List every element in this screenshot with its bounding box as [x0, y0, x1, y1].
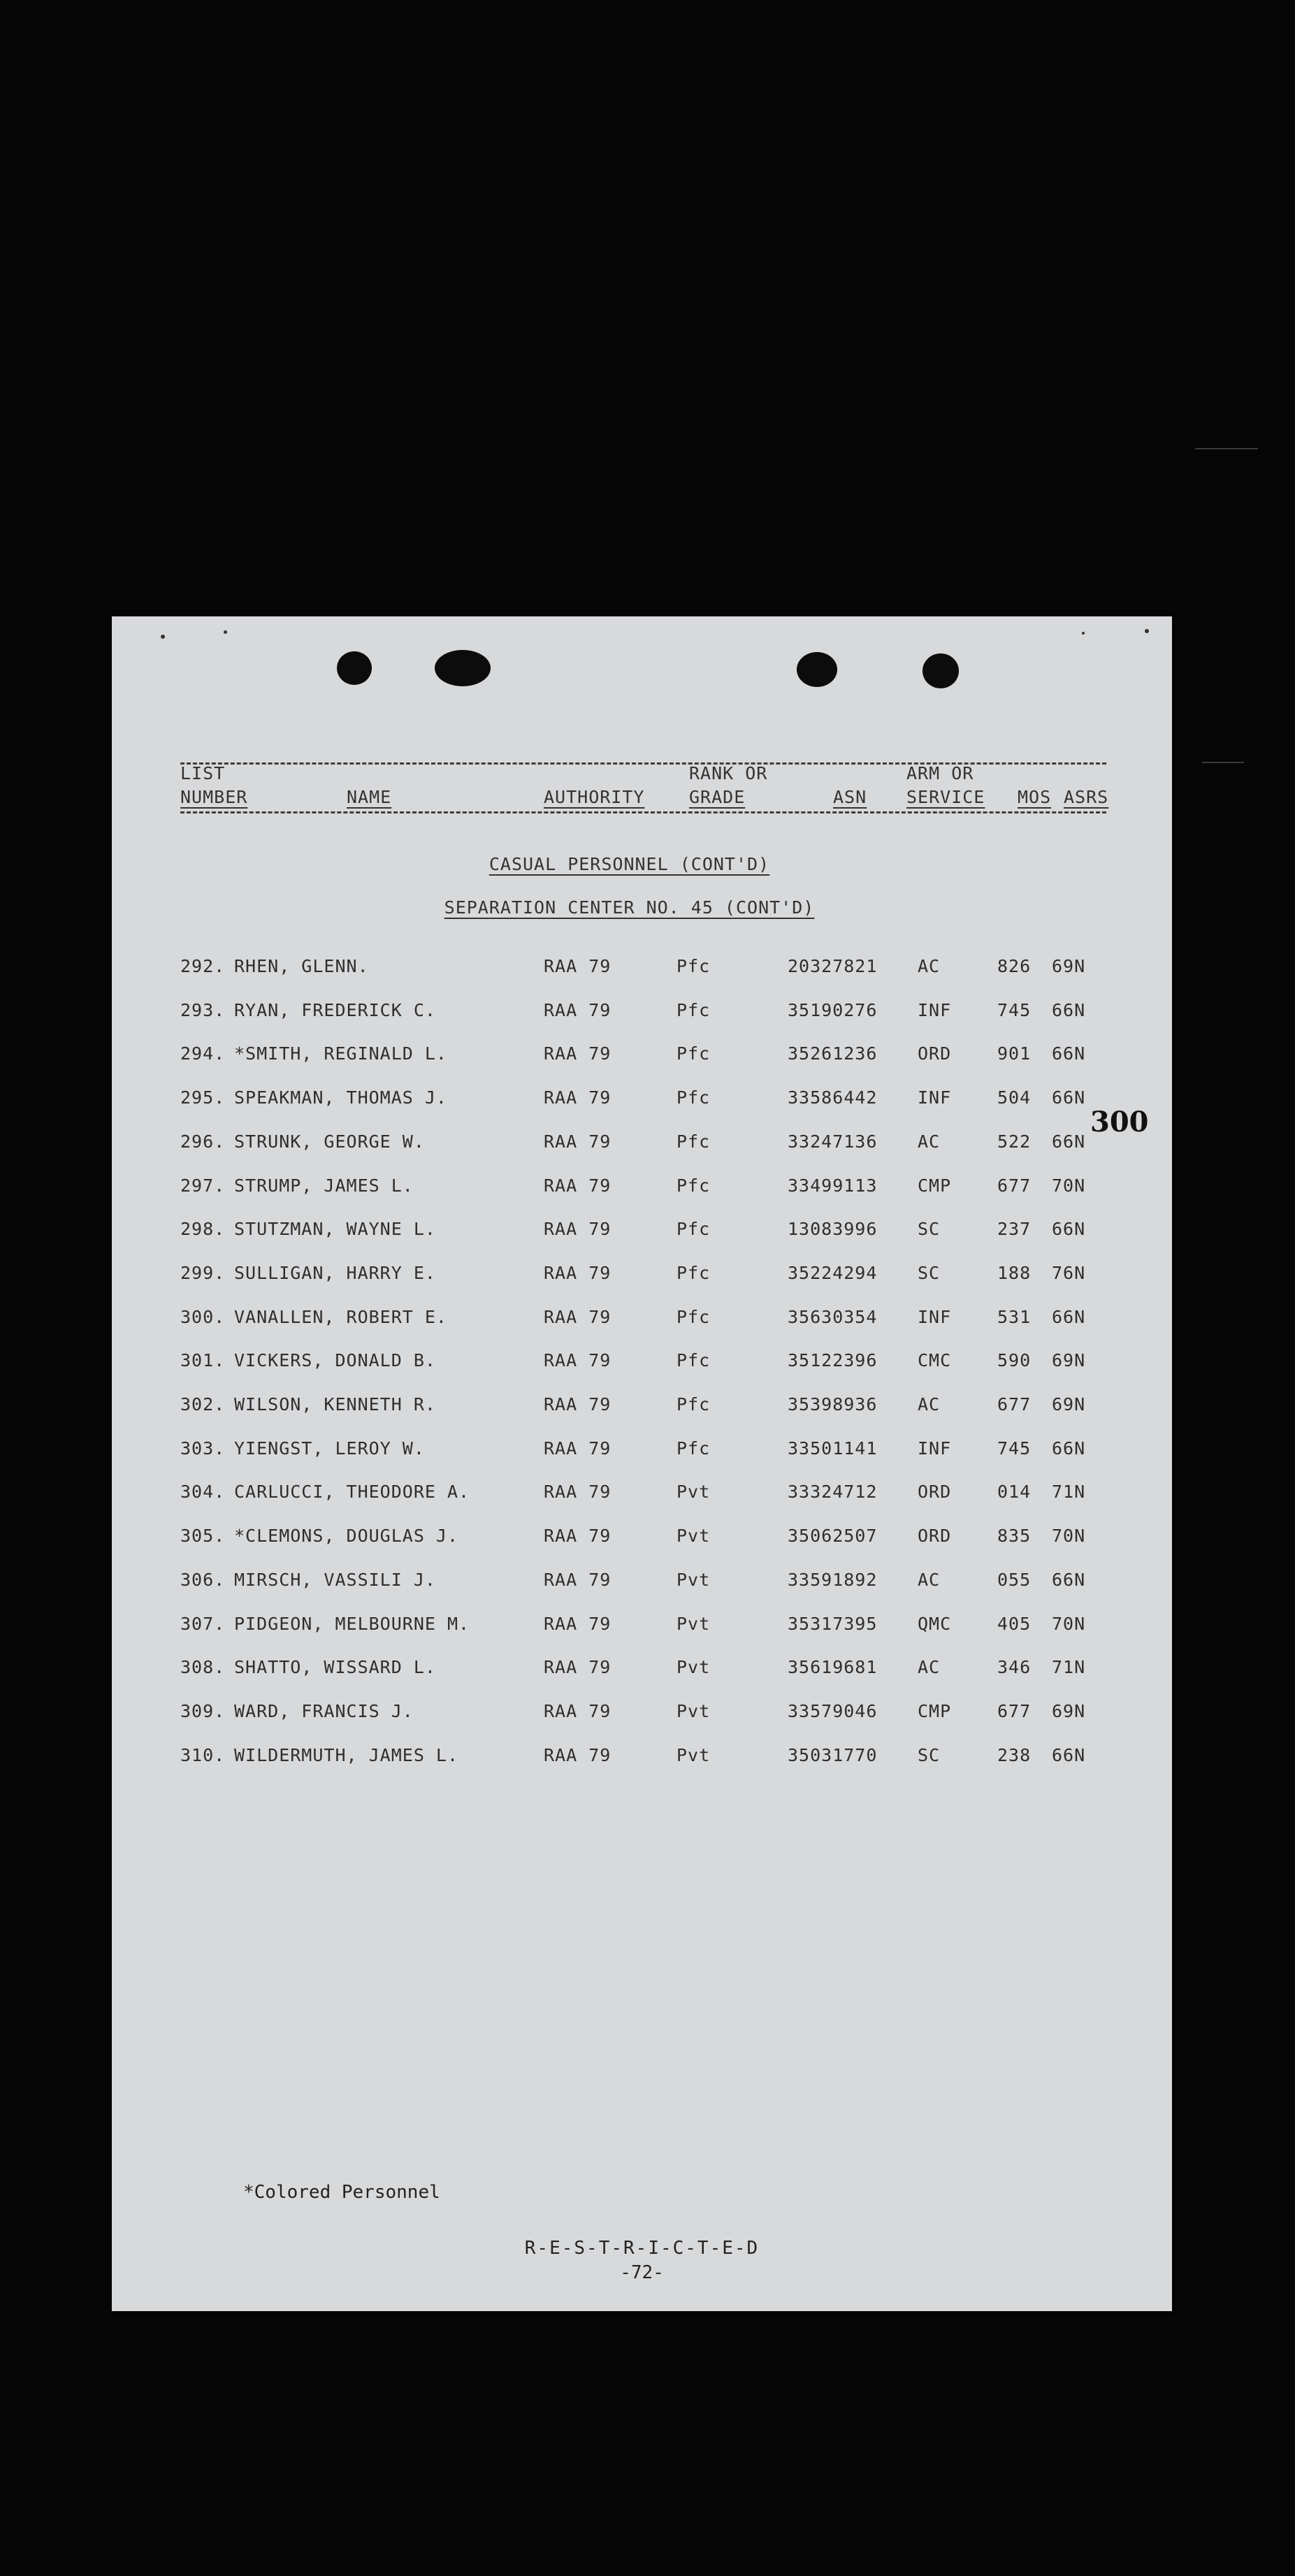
- paper-speck: [1145, 629, 1149, 633]
- cell-name: STUTZMAN, WAYNE L.: [234, 1219, 436, 1240]
- cell-num: 299.: [180, 1262, 226, 1283]
- cell-mos: 188: [997, 1262, 1032, 1283]
- cell-arm: AC: [918, 1131, 941, 1152]
- cell-arm: ORD: [918, 1526, 952, 1547]
- cell-authority: RAA 79: [544, 1482, 612, 1503]
- cell-rank: Pfc: [677, 1306, 711, 1327]
- cell-rank: Pfc: [677, 1043, 711, 1064]
- cell-authority: RAA 79: [544, 1700, 612, 1721]
- cell-authority: RAA 79: [544, 1657, 612, 1678]
- cell-authority: RAA 79: [544, 999, 612, 1020]
- scan-artifact-line: [1202, 762, 1244, 763]
- cell-num: 305.: [180, 1526, 226, 1547]
- table-row: [112, 1657, 1172, 1700]
- cell-asn: 35398936: [788, 1394, 878, 1414]
- cell-asrs: 69N: [1052, 956, 1086, 976]
- cell-authority: RAA 79: [544, 1043, 612, 1064]
- cell-mos: 055: [997, 1569, 1032, 1590]
- cell-name: SPEAKMAN, THOMAS J.: [234, 1087, 447, 1108]
- table-row: [112, 1482, 1172, 1525]
- cell-asn: 35031770: [788, 1744, 878, 1765]
- cell-name: STRUMP, JAMES L.: [234, 1175, 414, 1196]
- table-row: [112, 1701, 1172, 1744]
- cell-mos: 677: [997, 1700, 1032, 1721]
- cell-rank: Pfc: [677, 1438, 711, 1459]
- cell-authority: RAA 79: [544, 1219, 612, 1240]
- cell-asn: 33247136: [788, 1131, 878, 1152]
- table-row: [112, 1263, 1172, 1306]
- cell-authority: RAA 79: [544, 1262, 612, 1283]
- cell-num: 309.: [180, 1700, 226, 1721]
- cell-num: 296.: [180, 1131, 226, 1152]
- cell-name: WILDERMUTH, JAMES L.: [234, 1744, 459, 1765]
- paper-speck: [224, 630, 227, 634]
- cell-arm: SC: [918, 1219, 941, 1240]
- cell-asn: 35190276: [788, 999, 878, 1020]
- cell-asn: 13083996: [788, 1219, 878, 1240]
- cell-asn: 35261236: [788, 1043, 878, 1064]
- cell-asn: 35317395: [788, 1613, 878, 1634]
- cell-authority: RAA 79: [544, 1613, 612, 1634]
- cell-asn: 33579046: [788, 1700, 878, 1721]
- cell-asn: 33591892: [788, 1569, 878, 1590]
- cell-mos: 835: [997, 1526, 1032, 1547]
- scan-artifact-line: [1195, 448, 1258, 449]
- cell-authority: RAA 79: [544, 1306, 612, 1327]
- cell-asrs: 66N: [1052, 1438, 1086, 1459]
- cell-rank: Pvt: [677, 1700, 711, 1721]
- cell-mos: 405: [997, 1613, 1032, 1634]
- cell-num: 302.: [180, 1394, 226, 1414]
- cell-arm: QMC: [918, 1613, 952, 1634]
- cell-asn: 35619681: [788, 1657, 878, 1678]
- cell-asrs: 66N: [1052, 1219, 1086, 1240]
- cell-arm: ORD: [918, 1043, 952, 1064]
- classification-marking: R-E-S-T-R-I-C-T-E-D: [524, 2238, 760, 2259]
- cell-authority: RAA 79: [544, 1526, 612, 1547]
- cell-authority: RAA 79: [544, 1744, 612, 1765]
- cell-arm: INF: [918, 1087, 952, 1108]
- table-row: [112, 1745, 1172, 1788]
- page-number: -72-: [620, 2262, 664, 2283]
- cell-arm: AC: [918, 1657, 941, 1678]
- cell-rank: Pfc: [677, 1394, 711, 1414]
- cell-asrs: 69N: [1052, 1394, 1086, 1414]
- header-arm: ARM OR SERVICE: [906, 763, 985, 807]
- cell-name: *SMITH, REGINALD L.: [234, 1043, 447, 1064]
- cell-asrs: 66N: [1052, 1043, 1086, 1064]
- cell-rank: Pvt: [677, 1657, 711, 1678]
- cell-authority: RAA 79: [544, 1394, 612, 1414]
- cell-name: PIDGEON, MELBOURNE M.: [234, 1613, 470, 1634]
- table-row: [112, 1307, 1172, 1350]
- cell-mos: 531: [997, 1306, 1032, 1327]
- table-row: [112, 1219, 1172, 1262]
- cell-asrs: 66N: [1052, 1569, 1086, 1590]
- cell-name: RYAN, FREDERICK C.: [234, 999, 436, 1020]
- header-name: NAME: [347, 787, 392, 807]
- cell-mos: 826: [997, 956, 1032, 976]
- cell-asrs: 71N: [1052, 1657, 1086, 1678]
- section-subtitle: SEPARATION CENTER NO. 45 (CONT'D): [444, 897, 815, 918]
- cell-asrs: 66N: [1052, 999, 1086, 1020]
- cell-authority: RAA 79: [544, 956, 612, 976]
- cell-name: MIRSCH, VASSILI J.: [234, 1569, 436, 1590]
- cell-arm: AC: [918, 1569, 941, 1590]
- cell-rank: Pvt: [677, 1569, 711, 1590]
- header-asrs: ASRS: [1064, 787, 1109, 807]
- table-row: [112, 1087, 1172, 1131]
- cell-asrs: 70N: [1052, 1175, 1086, 1196]
- cell-mos: 745: [997, 999, 1032, 1020]
- table-row: [112, 1350, 1172, 1394]
- cell-num: 293.: [180, 999, 226, 1020]
- cell-arm: INF: [918, 999, 952, 1020]
- punch-hole: [923, 653, 959, 688]
- cell-rank: Pfc: [677, 1087, 711, 1108]
- cell-authority: RAA 79: [544, 1438, 612, 1459]
- cell-name: SHATTO, WISSARD L.: [234, 1657, 436, 1678]
- cell-num: 308.: [180, 1657, 226, 1678]
- punch-hole: [435, 650, 491, 686]
- cell-mos: 677: [997, 1175, 1032, 1196]
- cell-arm: INF: [918, 1438, 952, 1459]
- cell-authority: RAA 79: [544, 1350, 612, 1371]
- cell-asrs: 66N: [1052, 1087, 1086, 1108]
- header-mos: MOS: [1018, 787, 1052, 807]
- cell-num: 298.: [180, 1219, 226, 1240]
- cell-rank: Pfc: [677, 1131, 711, 1152]
- cell-mos: 522: [997, 1131, 1032, 1152]
- cell-mos: 590: [997, 1350, 1032, 1371]
- cell-mos: 014: [997, 1482, 1032, 1503]
- cell-arm: AC: [918, 956, 941, 976]
- table-row: [112, 1614, 1172, 1657]
- cell-arm: SC: [918, 1744, 941, 1765]
- cell-asn: 35062507: [788, 1526, 878, 1547]
- cell-name: *CLEMONS, DOUGLAS J.: [234, 1526, 459, 1547]
- cell-rank: Pfc: [677, 1175, 711, 1196]
- stamp-number: 300: [1090, 1106, 1149, 1138]
- cell-arm: CMP: [918, 1175, 952, 1196]
- cell-asrs: 69N: [1052, 1700, 1086, 1721]
- table-row: [112, 1043, 1172, 1087]
- cell-rank: Pfc: [677, 1262, 711, 1283]
- cell-asn: 33586442: [788, 1087, 878, 1108]
- table-row: [112, 1438, 1172, 1482]
- cell-name: WARD, FRANCIS J.: [234, 1700, 414, 1721]
- cell-mos: 346: [997, 1657, 1032, 1678]
- section-title: CASUAL PERSONNEL (CONT'D): [489, 854, 770, 874]
- table-row: [112, 1570, 1172, 1613]
- cell-asrs: 69N: [1052, 1350, 1086, 1371]
- cell-rank: Pfc: [677, 1350, 711, 1371]
- cell-arm: ORD: [918, 1482, 952, 1503]
- table-row: [112, 956, 1172, 999]
- cell-rank: Pvt: [677, 1613, 711, 1634]
- cell-authority: RAA 79: [544, 1131, 612, 1152]
- header-rule-bottom: [180, 811, 1106, 813]
- cell-num: 310.: [180, 1744, 226, 1765]
- cell-rank: Pfc: [677, 999, 711, 1020]
- cell-asn: 33501141: [788, 1438, 878, 1459]
- cell-mos: 745: [997, 1438, 1032, 1459]
- cell-arm: CMP: [918, 1700, 952, 1721]
- cell-num: 295.: [180, 1087, 226, 1108]
- table-row: [112, 1131, 1172, 1175]
- cell-asn: 33499113: [788, 1175, 878, 1196]
- cell-authority: RAA 79: [544, 1569, 612, 1590]
- header-asn: ASN: [833, 787, 867, 807]
- cell-mos: 504: [997, 1087, 1032, 1108]
- cell-num: 301.: [180, 1350, 226, 1371]
- cell-arm: CMC: [918, 1350, 952, 1371]
- cell-num: 294.: [180, 1043, 226, 1064]
- header-rank: RANK OR GRADE: [689, 763, 768, 807]
- cell-num: 292.: [180, 956, 226, 976]
- cell-name: YIENGST, LEROY W.: [234, 1438, 425, 1459]
- table-row: [112, 1000, 1172, 1043]
- cell-mos: 237: [997, 1219, 1032, 1240]
- cell-rank: Pvt: [677, 1744, 711, 1765]
- header-authority: AUTHORITY: [544, 787, 645, 807]
- cell-rank: Pfc: [677, 1219, 711, 1240]
- cell-asrs: 70N: [1052, 1613, 1086, 1634]
- punch-hole: [337, 651, 372, 685]
- cell-asn: 35224294: [788, 1262, 878, 1283]
- cell-asrs: 66N: [1052, 1306, 1086, 1327]
- cell-num: 304.: [180, 1482, 226, 1503]
- cell-name: STRUNK, GEORGE W.: [234, 1131, 425, 1152]
- cell-name: RHEN, GLENN.: [234, 956, 369, 976]
- cell-arm: AC: [918, 1394, 941, 1414]
- cell-num: 297.: [180, 1175, 226, 1196]
- cell-mos: 238: [997, 1744, 1032, 1765]
- cell-num: 300.: [180, 1306, 226, 1327]
- cell-asn: 20327821: [788, 956, 878, 976]
- cell-mos: 677: [997, 1394, 1032, 1414]
- cell-asn: 35630354: [788, 1306, 878, 1327]
- paper-speck: [1082, 632, 1085, 635]
- cell-arm: SC: [918, 1262, 941, 1283]
- cell-rank: Pfc: [677, 956, 711, 976]
- table-row: [112, 1526, 1172, 1569]
- cell-asn: 33324712: [788, 1482, 878, 1503]
- cell-name: CARLUCCI, THEODORE A.: [234, 1482, 470, 1503]
- cell-name: WILSON, KENNETH R.: [234, 1394, 436, 1414]
- cell-num: 303.: [180, 1438, 226, 1459]
- cell-num: 307.: [180, 1613, 226, 1634]
- document-page: [112, 616, 1172, 2311]
- cell-name: VICKERS, DONALD B.: [234, 1350, 436, 1371]
- cell-num: 306.: [180, 1569, 226, 1590]
- cell-asrs: 71N: [1052, 1482, 1086, 1503]
- cell-arm: INF: [918, 1306, 952, 1327]
- paper-speck: [161, 635, 165, 639]
- cell-mos: 901: [997, 1043, 1032, 1064]
- cell-rank: Pvt: [677, 1526, 711, 1547]
- table-row: [112, 1394, 1172, 1438]
- cell-name: VANALLEN, ROBERT E.: [234, 1306, 447, 1327]
- header-list-number: LIST NUMBER: [180, 763, 248, 807]
- cell-asrs: 66N: [1052, 1744, 1086, 1765]
- cell-asn: 35122396: [788, 1350, 878, 1371]
- footnote: *Colored Personnel: [243, 2182, 440, 2203]
- cell-asrs: 66N: [1052, 1131, 1086, 1152]
- punch-hole: [797, 652, 837, 687]
- table-row: [112, 1175, 1172, 1219]
- cell-asrs: 76N: [1052, 1262, 1086, 1283]
- cell-authority: RAA 79: [544, 1175, 612, 1196]
- cell-rank: Pvt: [677, 1482, 711, 1503]
- cell-name: SULLIGAN, HARRY E.: [234, 1262, 436, 1283]
- cell-authority: RAA 79: [544, 1087, 612, 1108]
- cell-asrs: 70N: [1052, 1526, 1086, 1547]
